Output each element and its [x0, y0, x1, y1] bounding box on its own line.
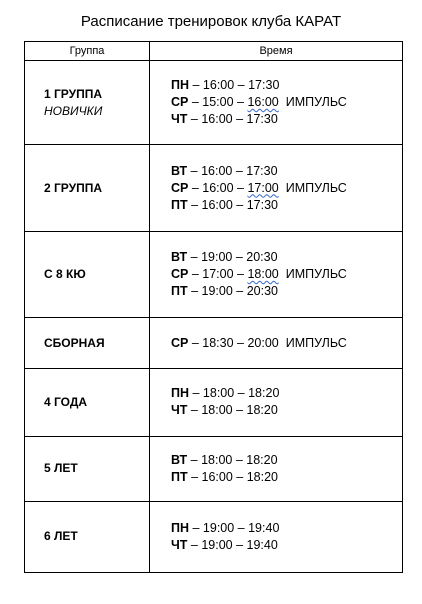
slot-start: 18:00 — [202, 386, 235, 401]
time-slot: ПН – 18:00 – 18:20 — [171, 386, 280, 401]
time-cell — [150, 437, 403, 501]
group-cell — [25, 231, 150, 318]
group-cell — [25, 368, 150, 436]
slot-day: ПТ — [171, 469, 188, 484]
slot-start: 16:00 — [202, 78, 235, 93]
slot-start: 19:00 — [201, 250, 233, 265]
time-slot: ВТ – 16:00 – 17:30 — [171, 163, 278, 178]
time-column-header: Время — [150, 42, 403, 61]
time-cell — [150, 368, 403, 436]
slot-end: 18:20 — [248, 386, 280, 401]
group-name: 4 ГОДА — [44, 394, 88, 409]
time-slot: СР – 15:00 – 16:00 ИМПУЛЬС — [171, 95, 347, 110]
group-name: 6 ЛЕТ — [44, 529, 78, 544]
group-name: С 8 КЮ — [44, 267, 86, 282]
group-cell — [25, 437, 150, 501]
time-slot: ПТ – 16:00 – 17:30 — [171, 197, 278, 212]
slot-end: 20:30 — [246, 250, 278, 265]
table-header-row — [25, 42, 403, 61]
slot-day: ПТ — [171, 197, 188, 212]
slot-day: ВТ — [171, 452, 188, 467]
time-slot: ЧТ – 16:00 – 17:30 — [171, 112, 278, 127]
table-row — [25, 368, 403, 436]
slot-end: 17:30 — [246, 197, 278, 212]
slot-day: СР — [171, 95, 189, 110]
group-cell — [25, 318, 150, 368]
table-row — [25, 501, 403, 572]
slot-end: 18:20 — [246, 469, 278, 484]
time-cell — [150, 231, 403, 318]
table-row — [25, 318, 403, 368]
slot-day: ЧТ — [171, 537, 188, 552]
slot-label: ИМПУЛЬС — [285, 267, 347, 282]
slot-start: 18:00 — [201, 452, 233, 467]
group-column-header: Группа — [25, 42, 150, 61]
time-slot: ПН – 16:00 – 17:30 — [171, 78, 280, 93]
slot-label: ИМПУЛЬС — [285, 95, 347, 110]
schedule-table — [24, 41, 403, 573]
time-slot: ЧТ – 18:00 – 18:20 — [171, 403, 278, 418]
time-slot: ПТ – 19:00 – 20:30 — [171, 284, 278, 299]
slot-start: 18:30 — [202, 335, 234, 350]
slot-day: ПТ — [171, 284, 188, 299]
group-cell — [25, 61, 150, 145]
time-slot: ПН – 19:00 – 19:40 — [171, 520, 280, 535]
schedule-body — [25, 61, 403, 573]
slot-start: 18:00 — [201, 403, 233, 418]
time-slot: СР – 16:00 – 17:00 ИМПУЛЬС — [171, 180, 347, 195]
table-row — [25, 61, 403, 145]
slot-day: ПН — [171, 386, 190, 401]
time-cell — [150, 145, 403, 232]
table-row — [25, 145, 403, 232]
slot-day: ПН — [171, 78, 190, 93]
slot-day: ПН — [171, 520, 190, 535]
slot-start: 15:00 — [202, 95, 234, 110]
time-slot: ВТ – 18:00 – 18:20 — [171, 452, 278, 467]
time-slot: ПТ – 16:00 – 18:20 — [171, 469, 278, 484]
time-slot: СР – 18:30 – 20:00 ИМПУЛЬС — [171, 335, 347, 350]
time-slot: ЧТ – 19:00 – 19:40 — [171, 537, 278, 552]
slot-start: 17:00 — [202, 267, 234, 282]
slot-end: 20:00 — [247, 335, 279, 350]
slot-start: 16:00 — [201, 112, 233, 127]
slot-end: 18:00 — [247, 267, 279, 282]
slot-day: ЧТ — [171, 112, 188, 127]
slot-end: 19:40 — [246, 537, 278, 552]
group-cell — [25, 145, 150, 232]
slot-end: 18:20 — [246, 452, 278, 467]
slot-label: ИМПУЛЬС — [285, 180, 347, 195]
slot-day: ВТ — [171, 163, 188, 178]
time-cell — [150, 318, 403, 368]
table-row — [25, 231, 403, 318]
slot-start: 16:00 — [201, 469, 233, 484]
slot-end: 19:40 — [248, 520, 280, 535]
group-name: 5 ЛЕТ — [44, 461, 78, 476]
group-name: СБОРНАЯ — [44, 335, 105, 350]
slot-label: ИМПУЛЬС — [285, 335, 347, 350]
slot-start: 19:00 — [201, 284, 233, 299]
slot-day: СР — [171, 335, 189, 350]
slot-end: 20:30 — [246, 284, 278, 299]
slot-start: 19:00 — [201, 537, 233, 552]
slot-day: СР — [171, 267, 189, 282]
time-slot: ВТ – 19:00 – 20:30 — [171, 250, 278, 265]
slot-end: 17:30 — [246, 163, 278, 178]
group-name: 1 ГРУППА — [44, 86, 103, 101]
slot-end: 18:20 — [246, 403, 278, 418]
slot-start: 16:00 — [201, 163, 233, 178]
slot-day: СР — [171, 180, 189, 195]
group-cell — [25, 501, 150, 572]
table-row — [25, 437, 403, 501]
group-note: НОВИЧКИ — [44, 103, 103, 118]
slot-start: 19:00 — [202, 520, 235, 535]
slot-day: ВТ — [171, 250, 188, 265]
page-title: Расписание тренировок клуба КАРАТ — [80, 13, 342, 30]
time-slot: СР – 17:00 – 18:00 ИМПУЛЬС — [171, 267, 347, 282]
time-cell — [150, 501, 403, 572]
slot-start: 16:00 — [201, 197, 233, 212]
slot-start: 16:00 — [202, 180, 234, 195]
slot-day: ЧТ — [171, 403, 188, 418]
slot-end: 17:00 — [247, 180, 279, 195]
slot-end: 17:30 — [246, 112, 278, 127]
time-cell — [150, 61, 403, 145]
slot-end: 16:00 — [247, 95, 279, 110]
slot-end: 17:30 — [248, 78, 280, 93]
group-name: 2 ГРУППА — [44, 180, 103, 195]
